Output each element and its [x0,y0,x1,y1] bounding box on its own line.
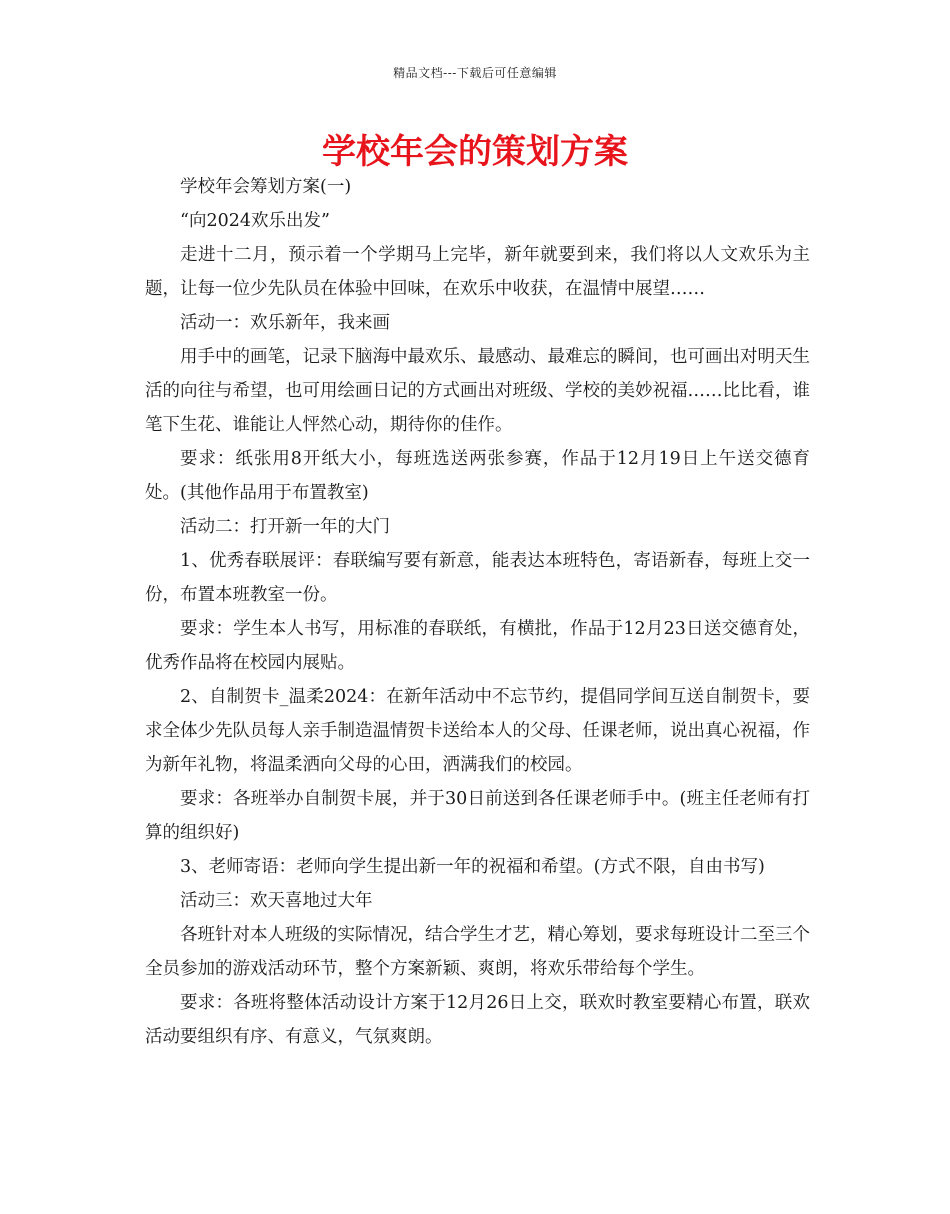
paragraph-activity-two-heading: 活动二：打开新一年的大门 [180,517,390,537]
page-header: 精品文档---下载后可任意编辑 [393,66,557,80]
paragraph-activity-three-heading: 活动三：欢天喜地过大年 [180,891,373,911]
paragraph-activity-one-heading: 活动一：欢乐新年，我来画 [180,313,390,333]
paragraph-section-heading: 学校年会筹划方案(一) [180,177,352,197]
paragraph-card-item: 2、自制贺卡_温柔2024：在新年活动中不忘节约，提倡同学间互送自制贺卡，要求全体少先队员每人亲手制造温情贺卡送给本人的父母、任课老师，说出真心祝福，作为新年礼物，将温柔洒向父母的心田，洒满我们的校园。 [145,687,810,775]
paragraph-couplet-item: 1、优秀春联展评：春联编写要有新意，能表达本班特色，寄语新春，每班上交一份，布置本班教室一份。 [145,551,810,605]
document-title: 学校年会的策划方案 [322,132,628,172]
paragraph-teacher-message: 3、老师寄语：老师向学生提出新一年的祝福和希望。(方式不限，自由书写) [180,857,765,877]
paragraph-intro: 走进十二月，预示着一个学期马上完毕，新年就要到来，我们将以人文欢乐为主题，让每一位少先队员在体验中回味，在欢乐中收获，在温情中展望…… [145,245,810,299]
paragraph-couplet-requirement: 要求：学生本人书写，用标准的春联纸，有横批，作品于12月23日送交德育处，优秀作品将在校园内展贴。 [145,619,810,673]
paragraph-activity-one-body: 用手中的画笔，记录下脑海中最欢乐、最感动、最难忘的瞬间，也可画出对明天生活的向往与希望，也可用绘画日记的方式画出对班级、学校的美妙祝福……比比看，谁笔下生花、谁能让人怦然心动，期待你的佳作。 [145,347,810,435]
paragraph-slogan: “向2024欢乐出发” [180,211,330,231]
paragraph-card-requirement: 要求：各班举办自制贺卡展，并于30日前送到各任课老师手中。(班主任老师有打算的组织好) [145,789,810,843]
paragraph-activity-three-requirement: 要求：各班将整体活动设计方案于12月26日上交，联欢时教室要精心布置，联欢活动要组织有序、有意义，气氛爽朗。 [145,993,810,1047]
paragraph-activity-one-requirement: 要求：纸张用8开纸大小，每班选送两张参赛，作品于12月19日上午送交德育处。(其他作品用于布置教室) [145,449,810,503]
paragraph-activity-three-body: 各班针对本人班级的实际情况，结合学生才艺，精心筹划，要求每班设计二至三个全员参加的游戏活动环节，整个方案新颖、爽朗，将欢乐带给每个学生。 [145,925,810,979]
document-body [145,170,810,1054]
